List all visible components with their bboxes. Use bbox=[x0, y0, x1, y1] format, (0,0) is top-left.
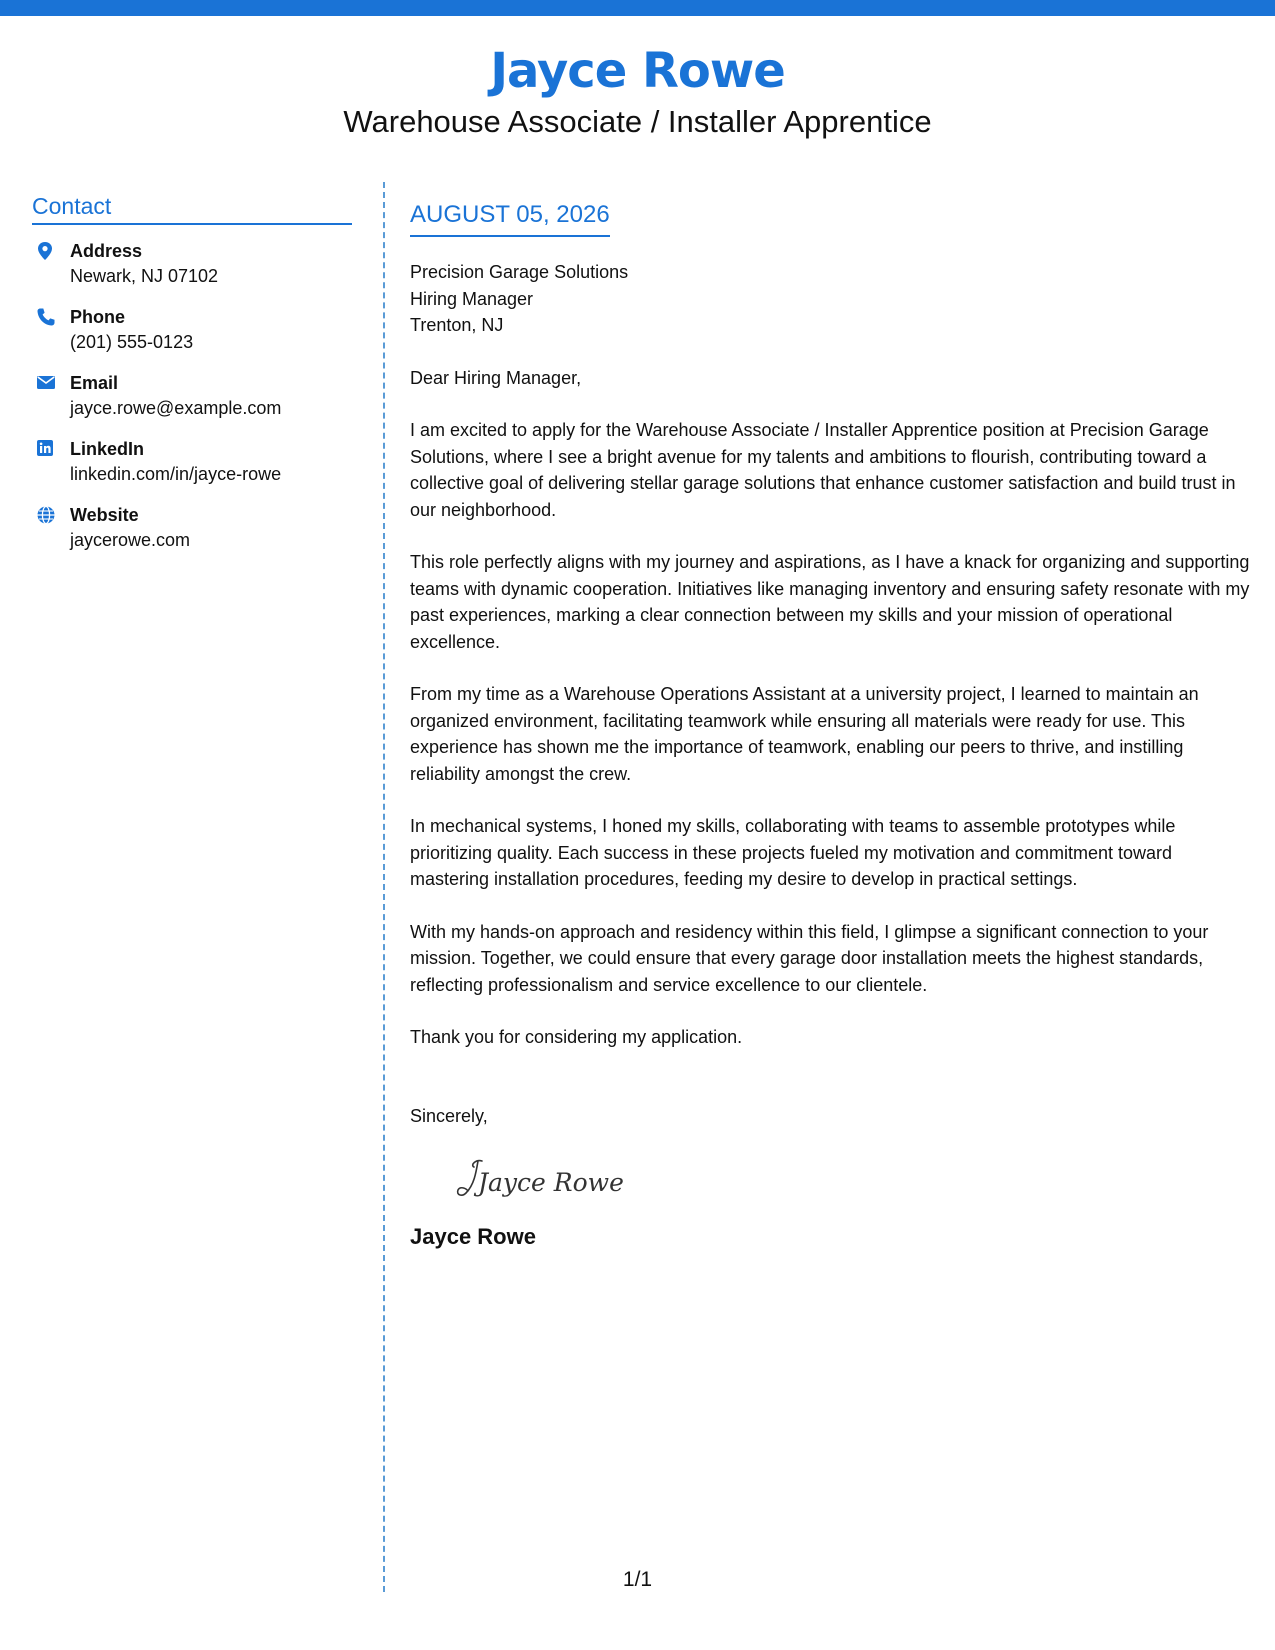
applicant-name: Jayce Rowe bbox=[490, 43, 785, 99]
body-paragraph: In mechanical systems, I honed my skills, collaborating with teams to assemble prototypes while prioritizing quality. Each success in these projects fueled my motivation and commitment toward mastering installation procedures, feeding my desire to develop in practical settings. bbox=[410, 816, 1176, 889]
globe-icon bbox=[36, 505, 54, 523]
linkedin-value: linkedin.com/in/jayce-rowe bbox=[70, 464, 282, 484]
recipient-block bbox=[410, 259, 1255, 339]
signer-name: Jayce Rowe bbox=[410, 1224, 536, 1249]
top-accent-bar bbox=[0, 0, 1275, 16]
contact-item-phone bbox=[32, 305, 352, 355]
body-paragraph: From my time as a Warehouse Operations Assistant at a university project, I learned to maintain an organized environment, facilitating teamwork while ensuring all materials were ready for use. This experience has shown me the importance of teamwork, enabling our peers to thrive, and instilling reliability amongst the crew. bbox=[410, 684, 1199, 784]
contact-section-title: Contact bbox=[32, 193, 352, 225]
contact-item-email bbox=[32, 371, 352, 421]
envelope-icon bbox=[36, 373, 54, 391]
linkedin-label: LinkedIn bbox=[70, 439, 145, 459]
body-paragraph: This role perfectly aligns with my journey and aspirations, as I have a knack for organizing and supporting teams with dynamic cooperation. Initiatives like managing inventory and ensuring safety resonate with my past experiences, marking a clear connection between my skills and your mission of operational excellence. bbox=[410, 552, 1250, 652]
contact-sidebar bbox=[32, 193, 352, 569]
address-value: Newark, NJ 07102 bbox=[70, 266, 219, 286]
linkedin-icon bbox=[36, 439, 54, 457]
thank-you-line: Thank you for considering my application. bbox=[410, 1027, 743, 1047]
closing-line: Sincerely, bbox=[410, 1105, 488, 1126]
body-paragraph: With my hands-on approach and residency within this field, I glimpse a significant connection to your mission. Together, we could ensure that every garage door installation meets the highest standards, reflecting professionalism and service excellence to our clientele. bbox=[410, 921, 1209, 995]
letter-body bbox=[410, 200, 1255, 1251]
website-value: jaycerowe.com bbox=[70, 530, 191, 550]
contact-item-website bbox=[32, 503, 352, 553]
resume-header bbox=[0, 40, 1275, 142]
signature-text: Jayce Rowe bbox=[478, 1168, 624, 1197]
recipient-role: Hiring Manager bbox=[410, 288, 534, 309]
phone-icon bbox=[36, 307, 54, 325]
email-label: Email bbox=[70, 373, 119, 393]
recipient-company: Precision Garage Solutions bbox=[410, 262, 629, 282]
address-label: Address bbox=[70, 241, 143, 261]
contact-item-address bbox=[32, 239, 352, 289]
page-number: 1/1 bbox=[622, 1568, 653, 1591]
contact-item-linkedin bbox=[32, 437, 352, 487]
email-value: jayce.rowe@example.com bbox=[70, 398, 282, 418]
salutation: Dear Hiring Manager, bbox=[410, 367, 582, 388]
map-pin-icon bbox=[36, 241, 54, 259]
letter-date: AUGUST 05, 2026 bbox=[410, 200, 610, 237]
phone-label: Phone bbox=[70, 307, 126, 327]
column-divider bbox=[383, 182, 385, 1592]
handwritten-signature bbox=[452, 1155, 632, 1205]
phone-value: (201) 555-0123 bbox=[70, 332, 194, 352]
body-paragraph: I am excited to apply for the Warehouse Associate / Installer Apprentice position at Precision Garage Solutions, where I see a bright avenue for my talents and ambitions to flourish, contributing toward a collective goal of delivering stellar garage solutions that enhance customer satisfaction and build trust in our neighborhood. bbox=[410, 420, 1236, 520]
job-title: Warehouse Associate / Installer Apprentice bbox=[343, 104, 932, 139]
recipient-location: Trenton, NJ bbox=[410, 315, 504, 335]
website-label: Website bbox=[70, 505, 139, 525]
